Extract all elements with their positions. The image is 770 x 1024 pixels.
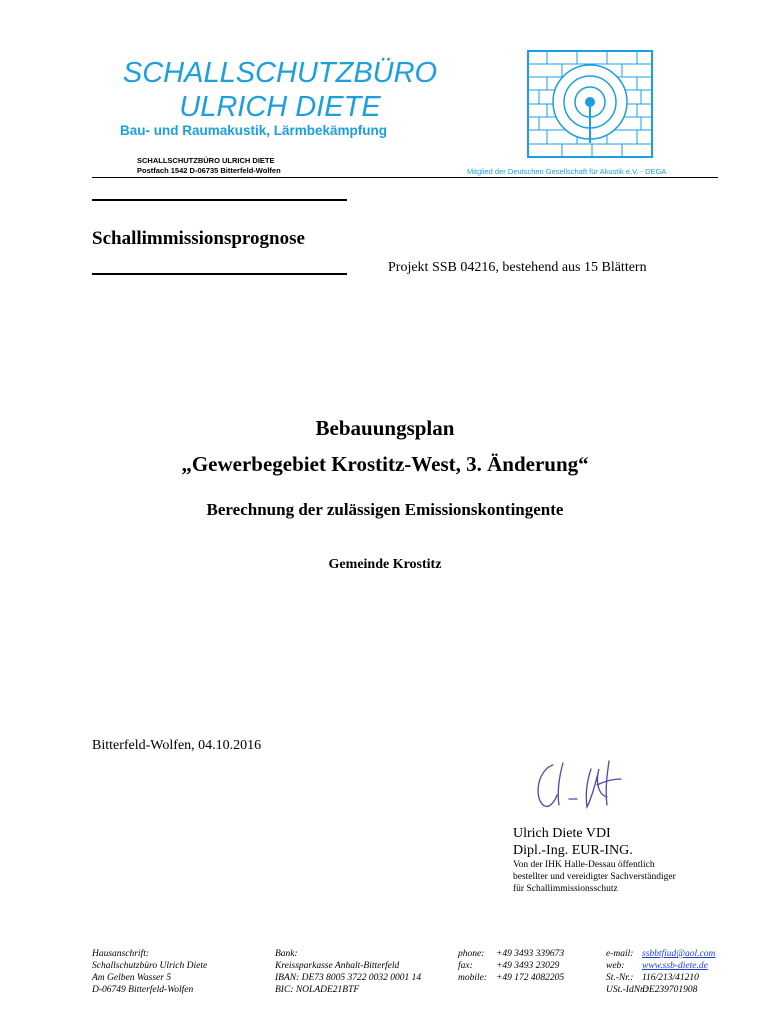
footer-contact-values	[496, 948, 564, 984]
phone-value: +49 3493 339673	[496, 949, 565, 959]
document-type: Schallimmissionsprognose	[92, 228, 305, 249]
dega-membership: Mitglied der Deutschen Gesellschaft für Akustik e.V. - DEGA	[467, 167, 667, 176]
email-label: e-mail:	[606, 949, 634, 959]
mobile-value: +49 172 4082205	[496, 973, 565, 983]
footer-web-values	[642, 948, 715, 996]
footer-bank-name: Kreissparkasse Anhalt-Bitterfeld	[275, 961, 400, 971]
email-link[interactable]: ssbbtfiud@aol.com	[642, 949, 716, 959]
website-link[interactable]: www.ssb-diete.de	[642, 961, 708, 971]
fax-label: fax:	[458, 961, 473, 971]
title-line1: Bebauungsplan	[315, 416, 455, 440]
accreditation-line1: Von der IHK Halle-Dessau öffentlich	[513, 860, 655, 870]
mobile-label: mobile:	[458, 973, 488, 983]
company-name-line1: SCHALLSCHUTZBÜRO	[122, 57, 438, 89]
footer-contact-labels	[458, 948, 487, 984]
tax-number-value: 116/213/41210	[642, 973, 699, 983]
web-label: web:	[606, 961, 625, 971]
header-divider	[92, 177, 718, 178]
company-tagline: Bau- und Raumakustik, Lärmbekämpfung	[120, 123, 388, 138]
footer-bank-iban: IBAN: DE73 8005 3722 0032 0001 14	[275, 973, 422, 983]
fax-value: +49 3493 23029	[496, 961, 560, 971]
signatory-name: Ulrich Diete VDI	[513, 826, 611, 841]
title-rule-top	[92, 199, 347, 201]
tax-number-label: St.-Nr.:	[606, 973, 634, 983]
footer-bank-label: Bank:	[275, 949, 298, 959]
sender-name: SCHALLSCHUTZBÜRO ULRICH DIETE	[137, 156, 275, 165]
footer-address-label: Hausanschrift:	[92, 949, 149, 959]
accreditation-line2: bestellter und vereidigter Sachverständiger	[513, 872, 676, 882]
place-and-date: Bitterfeld-Wolfen, 04.10.2016	[92, 738, 262, 753]
footer-address	[92, 948, 207, 996]
footer-bank-bic: BIC: NOLADE21BTF	[275, 985, 360, 995]
vat-id-label: USt.-IdNr.:	[606, 985, 649, 995]
sender-address: Postfach 1542 D-06735 Bitterfeld-Wolfen	[137, 166, 281, 175]
handwritten-signature	[525, 755, 635, 817]
signatory-degree: Dipl.-Ing. EUR-ING.	[513, 843, 633, 858]
phone-label: phone:	[458, 949, 485, 959]
footer-address-street: Am Gelben Wasser 5	[92, 973, 172, 983]
municipality: Gemeinde Krostitz	[328, 557, 442, 572]
document-subtitle: Berechnung der zulässigen Emissionskontingente	[206, 500, 564, 519]
vat-id-value: DE239701908	[642, 985, 698, 995]
title-rule-bottom	[92, 273, 347, 275]
footer-bank	[275, 948, 421, 996]
brick-wall-sound-logo	[527, 50, 653, 158]
title-line2: „Gewerbegebiet Krostitz-West, 3. Änderung“	[181, 452, 589, 476]
footer-address-company: Schallschutzbüro Ulrich Diete	[92, 961, 208, 971]
accreditation-line3: für Schallimmissionsschutz	[513, 884, 618, 894]
company-name-line2: ULRICH DIETE	[179, 91, 381, 123]
project-reference: Projekt SSB 04216, bestehend aus 15 Blättern	[388, 260, 647, 275]
footer-address-city: D-06749 Bitterfeld-Wolfen	[92, 985, 194, 995]
